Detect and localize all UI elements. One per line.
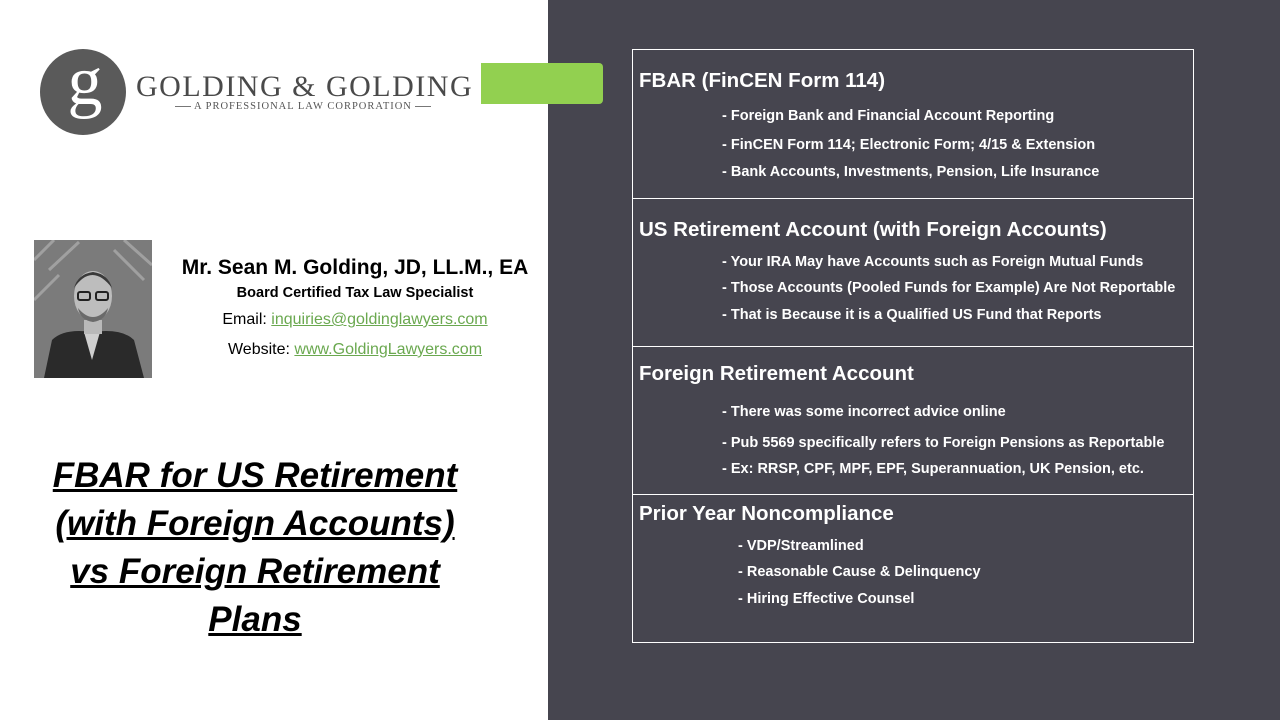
- section-item: - Those Accounts (Pooled Funds for Example) Are Not Reportable: [722, 280, 1176, 296]
- section-item: - Bank Accounts, Investments, Pension, Life Insurance: [722, 164, 1100, 180]
- svg-text:g: g: [67, 48, 103, 120]
- slide-title-line-3: vs Foreign Retirement: [70, 552, 440, 591]
- email-line: [160, 306, 550, 334]
- logo-tagline: [172, 101, 426, 112]
- section-title: US Retirement Account (with Foreign Accounts): [639, 218, 1107, 241]
- golding-logo-icon: [38, 48, 128, 136]
- portrait-illustration: [34, 240, 152, 378]
- section-item: - Hiring Effective Counsel: [738, 591, 915, 607]
- section-title: Prior Year Noncompliance: [639, 502, 894, 525]
- section-item: - Reasonable Cause & Delinquency: [738, 564, 981, 580]
- slide-title-line-1: FBAR for US Retirement: [52, 456, 458, 495]
- section-item: - There was some incorrect advice online: [722, 404, 1006, 420]
- slide-title: [30, 452, 480, 644]
- website-link[interactable]: www.GoldingLawyers.com: [294, 341, 483, 358]
- website-line: [160, 336, 550, 364]
- slide-title-line-4: Plans: [208, 600, 302, 639]
- section-item: - Ex: RRSP, CPF, MPF, EPF, Superannuation, UK Pension, etc.: [722, 461, 1144, 477]
- presenter-photo: [34, 240, 152, 378]
- accent-bar: [481, 63, 603, 104]
- section-item: - Your IRA May have Accounts such as Foreign Mutual Funds: [722, 254, 1144, 270]
- contact-block: [160, 254, 550, 364]
- presenter-name: Mr. Sean M. Golding, JD, LL.M., EA: [181, 256, 529, 279]
- email-link[interactable]: inquiries@goldinglawyers.com: [271, 311, 488, 328]
- logo-tagline-text: A PROFESSIONAL LAW CORPORATION: [194, 101, 412, 112]
- section-title: FBAR (FinCEN Form 114): [639, 69, 886, 92]
- section-foreign-retirement: [632, 346, 1194, 495]
- slide-title-line-2: (with Foreign Accounts): [55, 504, 455, 543]
- section-us-retirement: [632, 198, 1194, 347]
- section-item: - VDP/Streamlined: [738, 538, 864, 554]
- section-item: - Foreign Bank and Financial Account Reporting: [722, 108, 1055, 124]
- website-label: Website:: [227, 341, 290, 358]
- section-item: - That is Because it is a Qualified US Fund that Reports: [722, 307, 1102, 323]
- section-fbar: [632, 49, 1194, 199]
- logo-name: GOLDING & GOLDING: [136, 70, 474, 103]
- section-title: Foreign Retirement Account: [639, 362, 914, 385]
- section-prior-year: [632, 494, 1194, 643]
- email-label: Email:: [222, 311, 267, 328]
- presenter-title: Board Certified Tax Law Specialist: [236, 285, 474, 301]
- section-item: - Pub 5569 specifically refers to Foreign Pensions as Reportable: [722, 435, 1165, 451]
- section-item: - FinCEN Form 114; Electronic Form; 4/15 & Extension: [722, 137, 1096, 153]
